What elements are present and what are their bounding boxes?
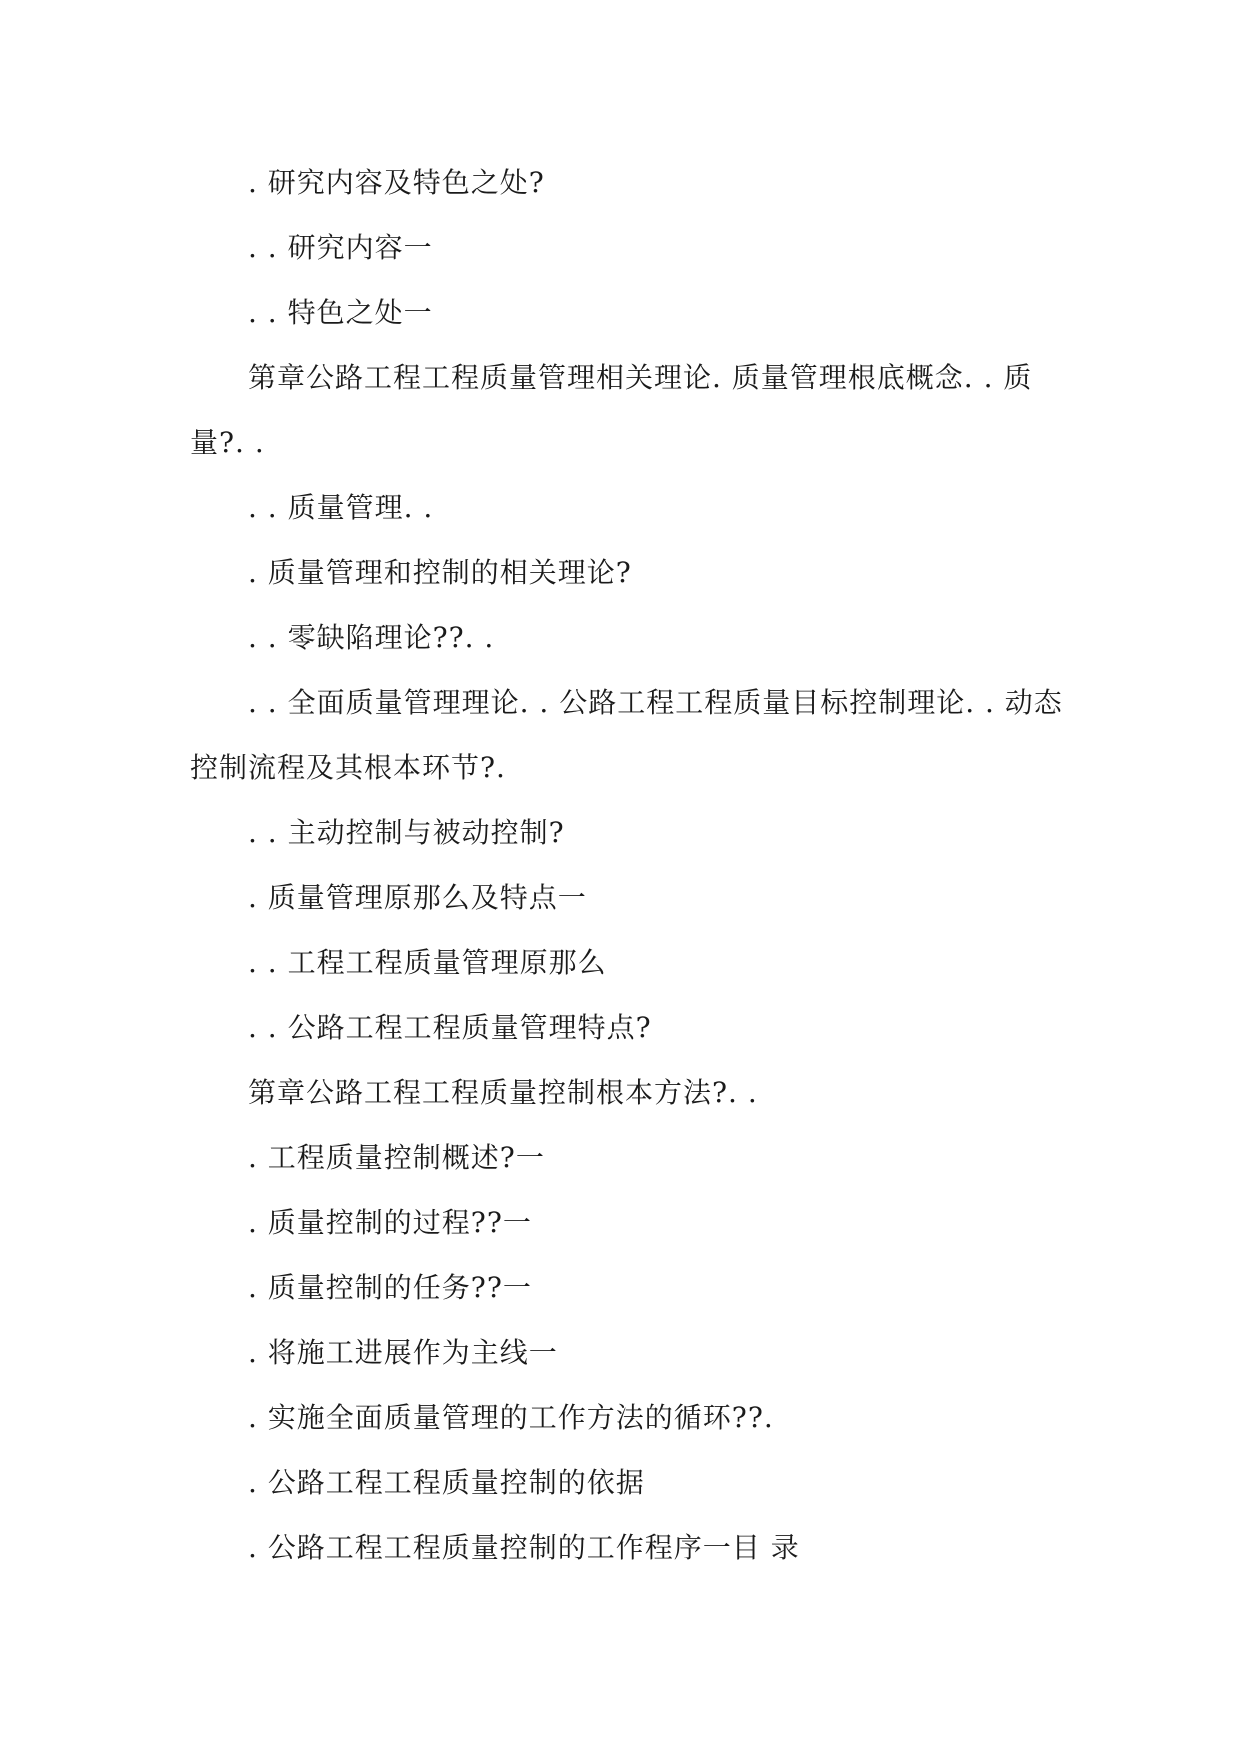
- toc-line: . . 全面质量管理理论. . 公路工程工程质量目标控制理论. . 动态: [248, 686, 1063, 719]
- toc-line: 第章公路工程工程质量控制根本方法?. .: [248, 1076, 758, 1109]
- toc-line: . . 特色之处一: [248, 296, 433, 329]
- toc-line: . 公路工程工程质量控制的工作程序一目 录: [248, 1531, 800, 1564]
- toc-line: . . 质量管理. .: [248, 491, 434, 524]
- toc-line: . 质量管理和控制的相关理论?: [248, 556, 632, 589]
- toc-line: . . 公路工程工程质量管理特点?: [248, 1011, 652, 1044]
- toc-line-continuation: 量?. .: [190, 426, 265, 459]
- toc-line: . . 零缺陷理论??. .: [248, 621, 495, 654]
- document-body: [190, 150, 1063, 1580]
- toc-line: . 质量管理原那么及特点一: [248, 881, 587, 914]
- toc-line-continuation: 控制流程及其根本环节?.: [190, 751, 506, 784]
- toc-line: . 工程质量控制概述?一: [248, 1141, 545, 1174]
- toc-line: . 实施全面质量管理的工作方法的循环??.: [248, 1401, 774, 1434]
- toc-line: . 研究内容及特色之处?: [248, 166, 545, 199]
- toc-line: . . 主动控制与被动控制?: [248, 816, 565, 849]
- toc-line: . . 工程工程质量管理原那么: [248, 946, 607, 979]
- toc-line: . . 研究内容一: [248, 231, 433, 264]
- toc-line: 第章公路工程工程质量管理相关理论. 质量管理根底概念. . 质: [248, 361, 1033, 394]
- toc-line: . 质量控制的过程??一: [248, 1206, 532, 1239]
- toc-line: . 公路工程工程质量控制的依据: [248, 1466, 645, 1499]
- toc-line: . 将施工进展作为主线一: [248, 1336, 558, 1369]
- toc-line: . 质量控制的任务??一: [248, 1271, 532, 1304]
